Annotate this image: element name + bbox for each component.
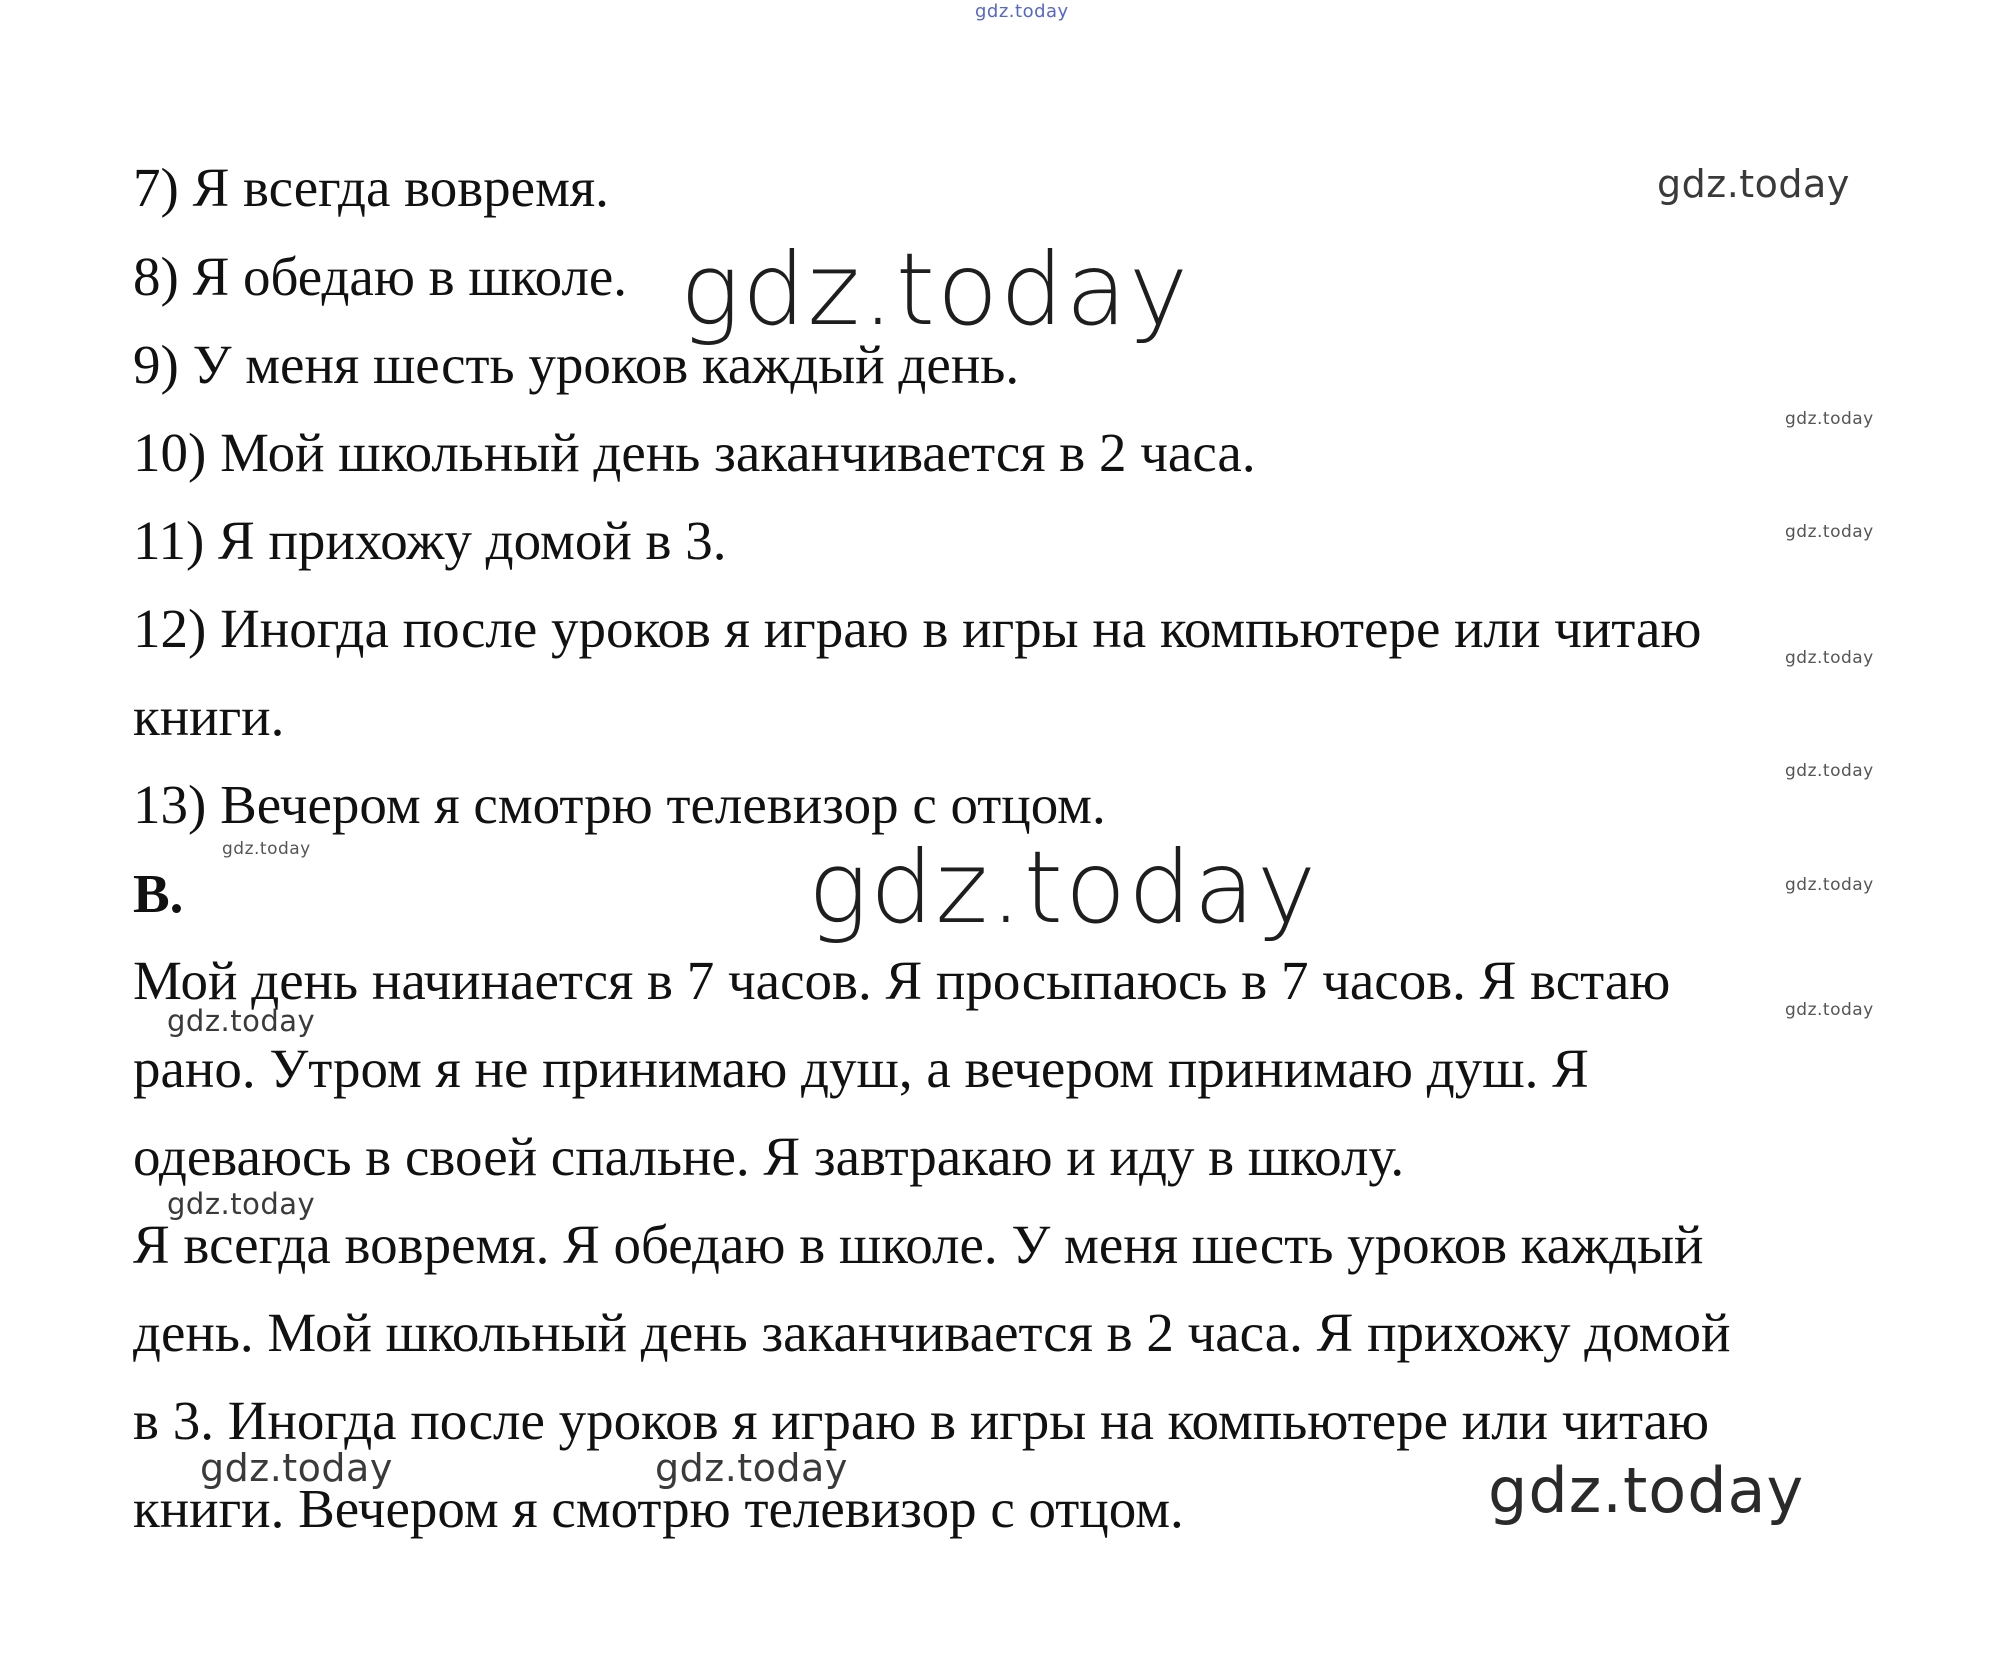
paragraph-line: день. Мой школьный день заканчивается в 2 часа. Я прихожу домой	[133, 1302, 1731, 1363]
list-item-12-continuation: книги.	[133, 686, 285, 747]
watermark: gdz.today	[680, 231, 1191, 348]
watermark: gdz.today	[1657, 162, 1850, 206]
list-item-8: 8) Я обедаю в школе.	[133, 246, 628, 307]
watermark: gdz.today	[1785, 1000, 1874, 1020]
watermark: gdz.today	[808, 829, 1319, 946]
list-item-13: 13) Вечером я смотрю телевизор с отцом.	[133, 774, 1106, 835]
paragraph-line: Мой день начинается в 7 часов. Я просыпаюсь в 7 часов. Я встаю	[133, 950, 1671, 1011]
watermark: gdz.today	[1785, 522, 1874, 542]
watermark: gdz.today	[200, 1446, 393, 1490]
paragraph-line: одеваюсь в своей спальне. Я завтракаю и иду в школу.	[133, 1126, 1405, 1187]
watermark: gdz.today	[222, 839, 311, 859]
section-heading: B.	[133, 863, 184, 924]
watermark: gdz.today	[167, 1004, 316, 1038]
paragraph-line: рано. Утром я не принимаю душ, а вечером принимаю душ. Я	[133, 1038, 1589, 1099]
watermark: gdz.today	[1785, 875, 1874, 895]
list-item-11: 11) Я прихожу домой в 3.	[133, 510, 727, 571]
list-item-9: 9) У меня шесть уроков каждый день.	[133, 334, 1020, 395]
list-item-7: 7) Я всегда вовремя.	[133, 157, 609, 218]
watermark: gdz.today	[655, 1446, 848, 1490]
watermark: gdz.today	[1488, 1454, 1805, 1527]
watermark: gdz.today	[1785, 648, 1874, 668]
list-item-10: 10) Мой школьный день заканчивается в 2 часа.	[133, 422, 1256, 483]
watermark: gdz.today	[167, 1187, 316, 1221]
paragraph-line: в 3. Иногда после уроков я играю в игры на компьютере или читаю	[133, 1390, 1710, 1451]
paragraph-line: Я всегда вовремя. Я обедаю в школе. У меня шесть уроков каждый	[133, 1214, 1704, 1275]
watermark: gdz.today	[975, 1, 1069, 22]
watermark: gdz.today	[1785, 761, 1874, 781]
list-item-12: 12) Иногда после уроков я играю в игры на компьютере или читаю	[133, 598, 1702, 659]
paragraph-line: книги. Вечером я смотрю телевизор с отцом.	[133, 1478, 1184, 1539]
watermark: gdz.today	[1785, 409, 1874, 429]
